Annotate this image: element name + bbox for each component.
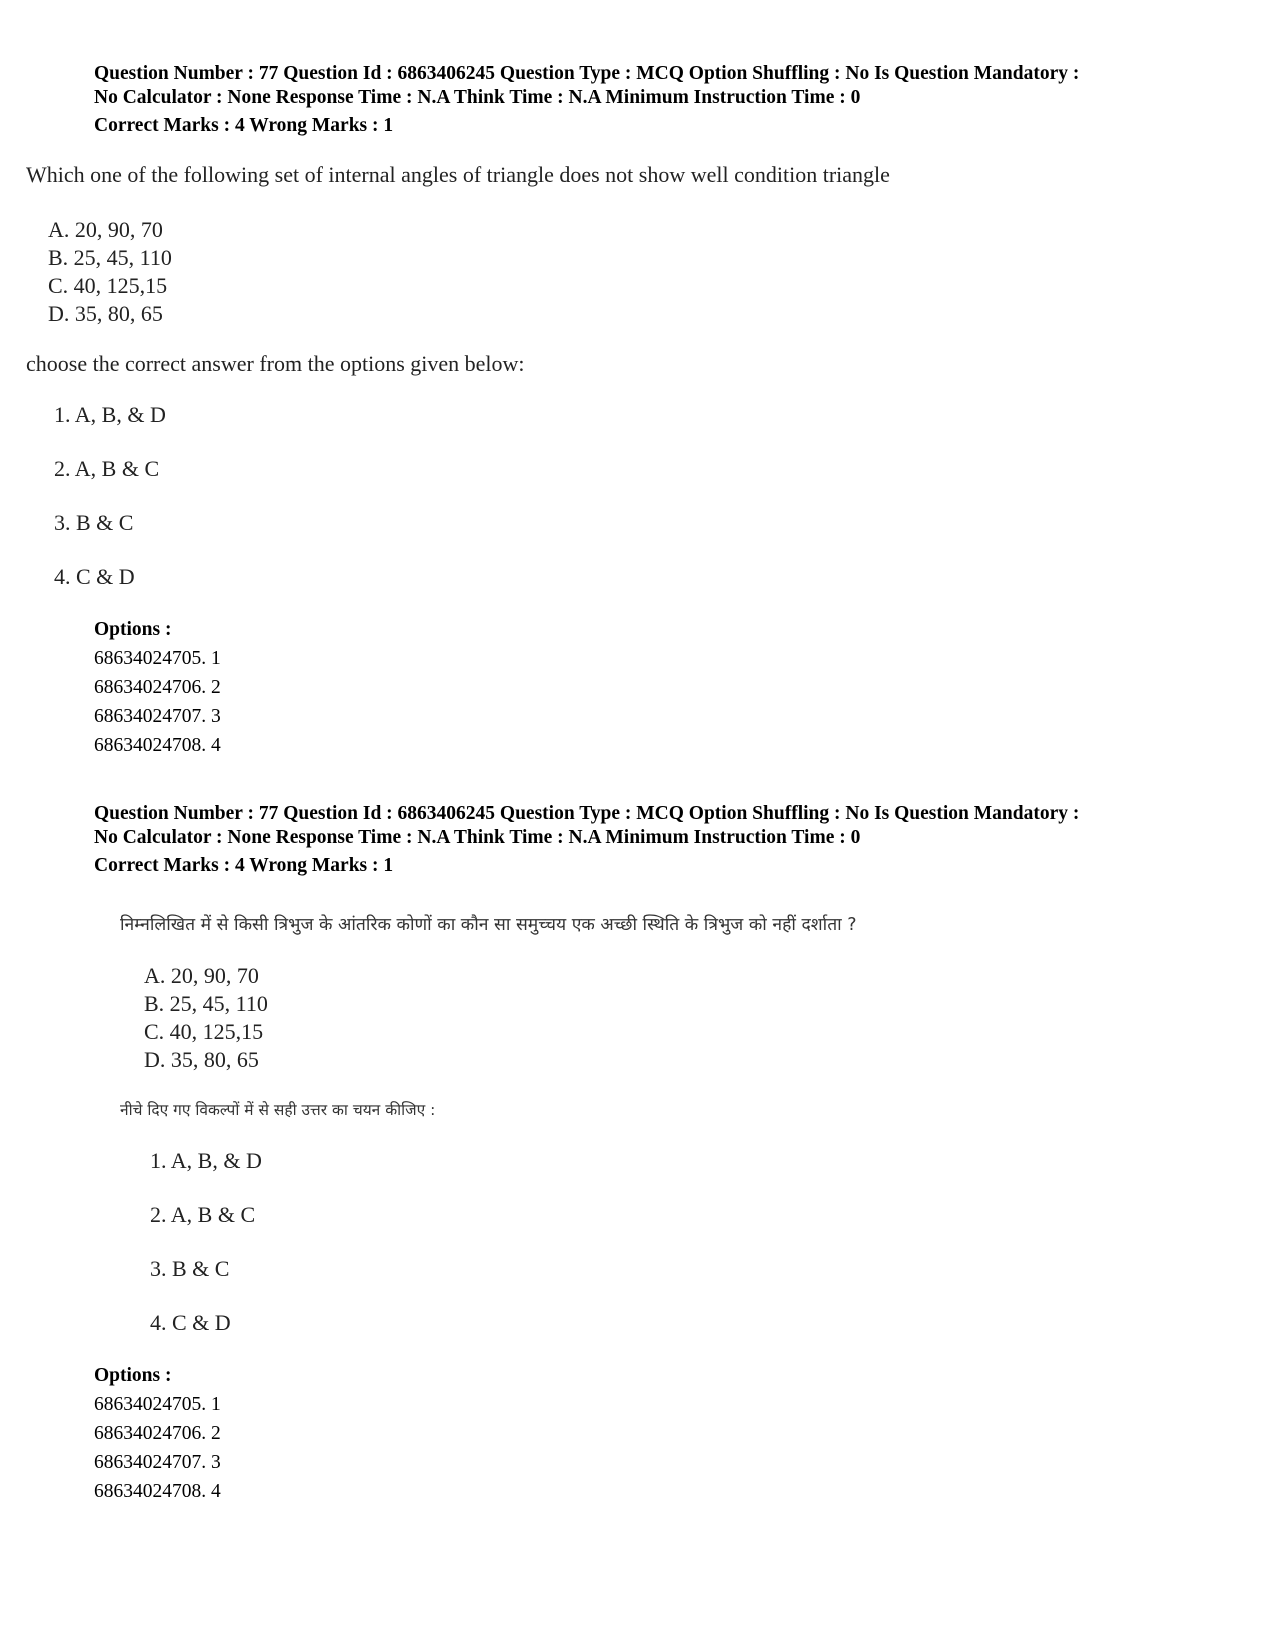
angle-set-d: D. 35, 80, 65 [48, 301, 163, 326]
question-marks: Correct Marks : 4 Wrong Marks : 1 [94, 115, 394, 136]
answer-choice-1: 1. A, B, & D [54, 402, 166, 427]
option-id-4: 68634024708. 4 [94, 1481, 221, 1502]
question-meta-line1: Question Number : 77 Question Id : 6863406245 Question Type : MCQ Option Shuffling : No Is Question Mandatory : [94, 803, 1080, 824]
answer-choice-2: 2. A, B & C [150, 1202, 256, 1227]
answer-choice-3: 3. B & C [150, 1256, 230, 1281]
question-meta-line2: No Calculator : None Response Time : N.A Think Time : N.A Minimum Instruction Time : 0 [94, 827, 861, 848]
angle-set-d: D. 35, 80, 65 [144, 1047, 259, 1072]
options-title: Options : [94, 619, 172, 640]
question-stem-hindi: निम्नलिखित में से किसी त्रिभुज के आंतरिक कोणों का कौन सा समुच्चय एक अच्छी स्थिति के त्रिभुज को नहीं दर्शाता ? [120, 915, 857, 935]
question-header-1 [94, 62, 1194, 138]
angle-set-b: B. 25, 45, 110 [48, 245, 172, 270]
option-id-1: 68634024705. 1 [94, 1394, 221, 1415]
option-id-4: 68634024708. 4 [94, 735, 221, 756]
angle-set-a: A. 20, 90, 70 [48, 217, 163, 242]
angle-set-c: C. 40, 125,15 [48, 273, 168, 298]
angle-sets-list [144, 962, 268, 1074]
angle-sets-list [48, 216, 172, 328]
question-meta-line1: Question Number : 77 Question Id : 6863406245 Question Type : MCQ Option Shuffling : No Is Question Mandatory : [94, 63, 1080, 84]
answer-choice-3: 3. B & C [54, 510, 134, 535]
angle-set-c: C. 40, 125,15 [144, 1019, 264, 1044]
choose-instruction: choose the correct answer from the options given below: [26, 351, 525, 376]
option-id-2: 68634024706. 2 [94, 677, 221, 698]
angle-set-b: B. 25, 45, 110 [144, 991, 268, 1016]
answer-choice-2: 2. A, B & C [54, 456, 160, 481]
option-id-1: 68634024705. 1 [94, 648, 221, 669]
choose-instruction-hindi: नीचे दिए गए विकल्पों में से सही उत्तर का चयन कीजिए : [120, 1101, 436, 1119]
answer-choice-4: 4. C & D [54, 564, 135, 589]
option-id-3: 68634024707. 3 [94, 706, 221, 727]
angle-set-a: A. 20, 90, 70 [144, 963, 259, 988]
question-header-2 [94, 802, 1194, 878]
question-meta-line2: No Calculator : None Response Time : N.A Think Time : N.A Minimum Instruction Time : 0 [94, 87, 861, 108]
answer-choice-4: 4. C & D [150, 1310, 231, 1335]
answer-choice-1: 1. A, B, & D [150, 1148, 262, 1173]
question-stem: Which one of the following set of internal angles of triangle does not show well condition triangle [26, 162, 890, 187]
question-marks: Correct Marks : 4 Wrong Marks : 1 [94, 855, 394, 876]
option-id-2: 68634024706. 2 [94, 1423, 221, 1444]
options-title: Options : [94, 1365, 172, 1386]
option-id-3: 68634024707. 3 [94, 1452, 221, 1473]
